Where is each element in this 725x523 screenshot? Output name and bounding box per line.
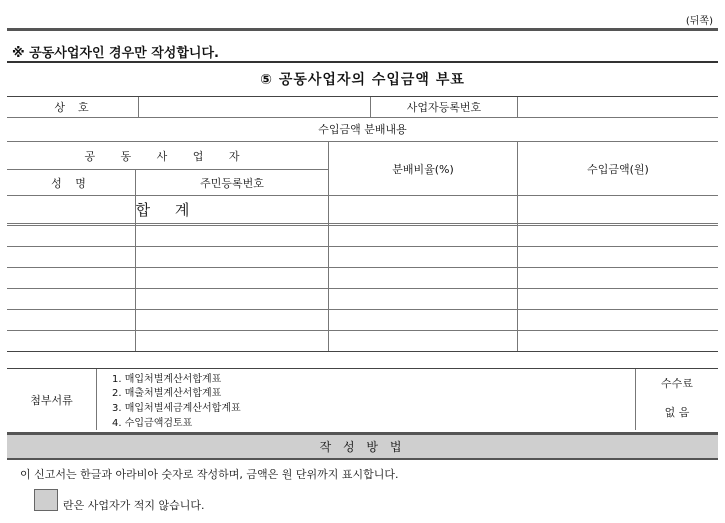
title-top-rule: [7, 28, 718, 31]
row-ratio[interactable]: [329, 226, 517, 246]
row-amount[interactable]: [518, 226, 718, 246]
row-id[interactable]: [136, 310, 328, 330]
company-name-label: 상 호: [54, 101, 91, 114]
row-amount[interactable]: [518, 268, 718, 288]
row-ratio[interactable]: [329, 331, 517, 351]
row-id[interactable]: [136, 268, 328, 288]
id-column-header: 주민등록번호: [200, 176, 264, 190]
row-ratio[interactable]: [329, 289, 517, 309]
attachment-item: 1. 매입처별계산서합계표: [112, 374, 222, 385]
row-id[interactable]: [136, 247, 328, 267]
notice-bottom-rule: [7, 61, 718, 63]
attachment-item: 4. 수입금액검토표: [112, 418, 193, 429]
page-side-label: (뒤쪽): [685, 16, 713, 27]
row-ratio[interactable]: [329, 268, 517, 288]
row-name[interactable]: [7, 310, 135, 330]
grey-box-legend-swatch: [34, 489, 58, 511]
fee-label: 수수료: [661, 377, 693, 390]
row-name[interactable]: [7, 289, 135, 309]
business-reg-field[interactable]: [518, 97, 718, 117]
row-id[interactable]: [136, 226, 328, 246]
row-amount[interactable]: [518, 331, 718, 351]
row-amount[interactable]: [518, 289, 718, 309]
instruction-line-2: 란은 사업자가 적지 않습니다.: [63, 499, 205, 512]
row-ratio[interactable]: [329, 247, 517, 267]
distribution-section-label: 수입금액 분배내용: [318, 123, 407, 136]
form-title: ⑤ 공동사업자의 수입금액 부표: [260, 72, 465, 88]
row-name[interactable]: [7, 247, 135, 267]
instructions-heading: 작 성 방 법: [319, 439, 406, 454]
row-name[interactable]: [7, 268, 135, 288]
row-amount[interactable]: [518, 310, 718, 330]
ratio-column-header: 분배비율(%): [392, 162, 454, 176]
row-name[interactable]: [7, 331, 135, 351]
notice-text: ※ 공동사업자인 경우만 작성합니다.: [12, 46, 219, 61]
row-id[interactable]: [136, 331, 328, 351]
table-bottom-line: [7, 351, 718, 352]
attachment-item: 3. 매입처별세금계산서합계표: [112, 403, 241, 414]
attachments-sep-1: [96, 369, 97, 430]
total-row-bottom: [7, 223, 718, 224]
amount-column-header: 수입금액(원): [587, 162, 649, 176]
attachments-label: 첨부서류: [30, 393, 73, 407]
attachment-item: 2. 매출처별계산서합계표: [112, 388, 222, 399]
company-name-field[interactable]: [139, 97, 370, 117]
row-id[interactable]: [136, 289, 328, 309]
attachments-list: [112, 369, 532, 430]
name-column-header: 성 명: [51, 176, 91, 190]
total-label: 합 계: [135, 201, 200, 219]
row-name[interactable]: [7, 226, 135, 246]
business-reg-label: 사업자등록번호: [406, 101, 482, 114]
fee-value: 없 음: [664, 406, 690, 419]
partners-header: 공 동 사 업 자: [84, 149, 251, 163]
instruction-line-1: 이 신고서는 한글과 아라비아 숫자로 작성하며, 금액은 원 단위까지 표시합니다.: [20, 468, 399, 481]
row-ratio[interactable]: [329, 310, 517, 330]
row-amount[interactable]: [518, 247, 718, 267]
